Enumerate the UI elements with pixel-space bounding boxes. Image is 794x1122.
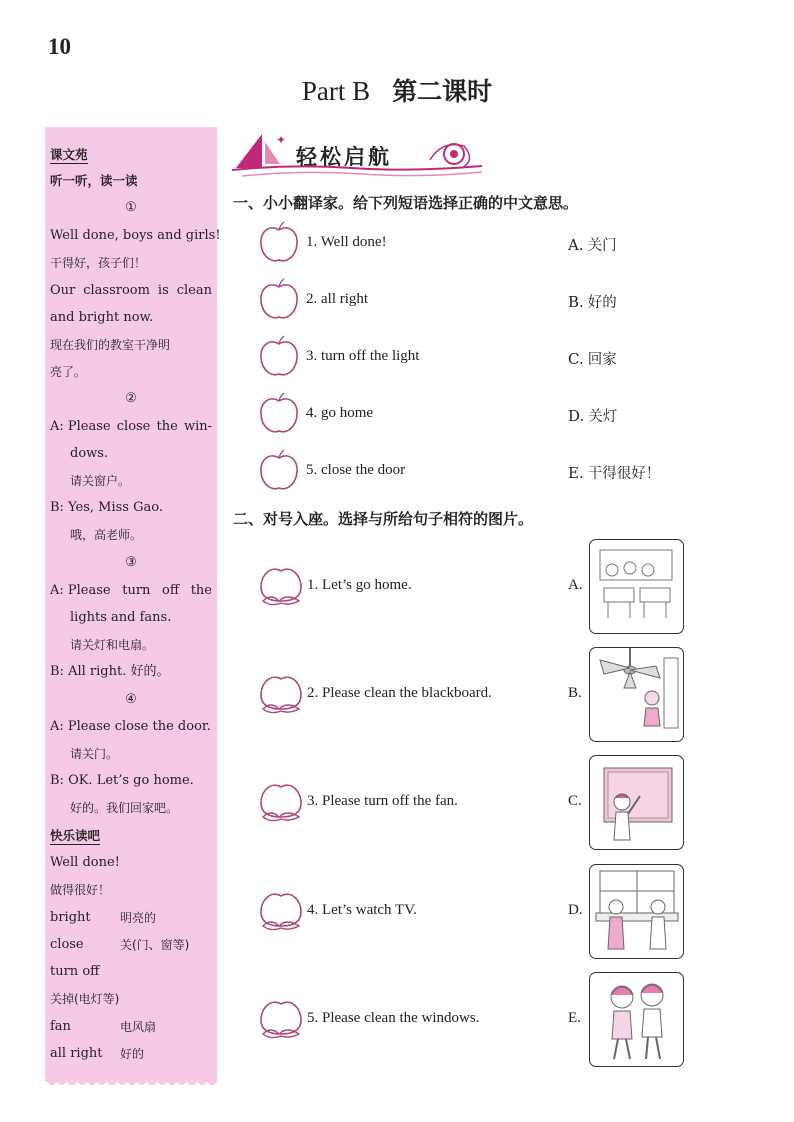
window-cleaning-illustration [590, 865, 683, 958]
phrase-item-1: 1. Well done! [306, 234, 387, 250]
picture-b-ceiling-fan [589, 647, 684, 742]
section1-heading: 一、小小翻译家。给下列短语选择正确的中文意思。 [233, 194, 579, 212]
sentence-item-1: 1. Let’s go home. [307, 577, 412, 593]
option-meaning: 关灯 [588, 409, 618, 425]
sidebar-line: 亮了。 [50, 365, 87, 379]
option-letter: D. [568, 407, 585, 425]
sidebar-line [50, 419, 212, 435]
sidebar-line: 干得好，孩子们！ [50, 256, 147, 270]
page-title-part: Part B [301, 76, 371, 106]
sidebar-line: 请关窗户。 [70, 474, 131, 488]
sidebar-word: turn [122, 583, 151, 598]
vocab-line: 关掉(电灯等) [50, 992, 120, 1006]
sidebar-line: Well done, boys and girls! [50, 228, 221, 243]
sidebar-wavy-edge [45, 1078, 217, 1088]
vocab-meaning: 关(门、窗等) [120, 938, 190, 952]
sidebar-word: classroom [83, 283, 150, 298]
option-letter: E. [568, 464, 584, 482]
phrase-item-4: 4. go home [306, 405, 374, 421]
sidebar-line: B: OK. Let’s go home. [50, 773, 194, 788]
picture-letter-c: C. [568, 793, 582, 809]
girls-walking-illustration [590, 973, 683, 1066]
peach-answer-box-icon[interactable] [257, 996, 305, 1040]
vocab-meaning: 电风扇 [120, 1020, 157, 1034]
dialogue-mark-2: ② [125, 391, 137, 406]
banner-title: 轻松启航 [296, 145, 392, 169]
sidebar-heading-text: 课文苑 [50, 147, 88, 162]
section2-heading: 二、对号入座。选择与所给句子相符的图片。 [233, 510, 534, 528]
vocab-line [50, 910, 210, 926]
sidebar-line [50, 583, 212, 599]
option-letter: C. [568, 350, 584, 368]
sidebar-line: dows. [70, 446, 109, 461]
option-meaning: 好的 [587, 295, 617, 311]
blackboard-illustration [590, 756, 683, 849]
peach-answer-box-icon[interactable] [257, 779, 305, 823]
option-letter: B. [568, 293, 584, 311]
sidebar-word: A: Please [50, 419, 111, 434]
dialogue-mark-3: ③ [125, 555, 137, 570]
peach-answer-box-icon[interactable] [257, 888, 305, 932]
sentence-item-4: 4. Let’s watch TV. [307, 902, 417, 918]
picture-letter-e: E. [568, 1010, 581, 1026]
option-4 [568, 405, 617, 426]
vocab-line: turn off [50, 964, 100, 979]
sidebar-line: 请关灯和电扇。 [70, 638, 155, 652]
sidebar-heading-read: 快乐读吧 [50, 828, 101, 843]
option-letter: A. [568, 236, 584, 254]
option-meaning: 关门 [587, 238, 617, 254]
sidebar-line: 请关门。 [70, 747, 119, 761]
picture-letter-d: D. [568, 902, 583, 918]
sidebar-word: clean [176, 283, 212, 298]
vocab-word: bright [50, 910, 91, 925]
sidebar-line: A: Please close the door. [50, 719, 211, 734]
vocab-line: Well done! [50, 855, 120, 870]
vocab-word: close [50, 937, 84, 952]
sidebar-word: the [190, 583, 212, 598]
apple-answer-box-icon[interactable] [258, 449, 300, 493]
sentence-item-5: 5. Please clean the windows. [307, 1010, 480, 1026]
vocab-line [50, 1046, 210, 1062]
sidebar-word: win- [183, 419, 212, 434]
sidebar-line [50, 283, 212, 299]
peach-answer-box-icon[interactable] [257, 671, 305, 715]
apple-answer-box-icon[interactable] [258, 335, 300, 379]
sentence-item-3: 3. Please turn off the fan. [307, 793, 458, 809]
sidebar-word: Our [50, 283, 76, 298]
picture-e-two-girls-walking [589, 972, 684, 1067]
flower-icon [430, 144, 470, 168]
apple-answer-box-icon[interactable] [258, 278, 300, 322]
sidebar-line: 现在我们的教室干净明 [50, 338, 171, 352]
ceiling-fan-illustration [590, 648, 683, 741]
vocab-line [50, 937, 210, 953]
sidebar-line: B: All right. 好的。 [50, 664, 170, 679]
phrase-item-3: 3. turn off the light [306, 348, 420, 364]
vocab-meaning: 明亮的 [120, 911, 157, 925]
page-title-lesson: 第二课时 [392, 77, 493, 106]
vocab-meaning: 好的 [120, 1047, 145, 1061]
sidebar-word: is [157, 283, 169, 298]
classroom-illustration [590, 540, 683, 633]
vocab-line [50, 1019, 210, 1035]
picture-d-cleaning-windows [589, 864, 684, 959]
picture-letter-a: A. [568, 577, 583, 593]
page-number: 10 [48, 34, 71, 59]
page-title [0, 72, 794, 108]
sailboat-icon [236, 134, 262, 168]
sidebar-heading-listen: 听一听，读一读 [50, 173, 138, 188]
sidebar-word: close [116, 419, 151, 434]
vocab-word: fan [50, 1019, 71, 1034]
apple-answer-box-icon[interactable] [258, 221, 300, 265]
vocab-word: all right [50, 1046, 103, 1061]
sidebar-line: B: Yes, Miss Gao. [50, 500, 163, 515]
option-meaning: 回家 [587, 352, 617, 368]
sidebar-word: the [156, 419, 178, 434]
sidebar-line: 好的。我们回家吧。 [70, 801, 179, 815]
sidebar-word: A: Please [50, 583, 111, 598]
sidebar-line: and bright now. [50, 310, 154, 325]
dialogue-mark-1: ① [125, 200, 137, 215]
option-meaning: 干得很好！ [587, 466, 661, 482]
picture-c-blackboard [589, 755, 684, 850]
sidebar-line: lights and fans. [70, 610, 172, 625]
dialogue-mark-4: ④ [125, 692, 137, 707]
sentence-item-2: 2. Please clean the blackboard. [307, 685, 492, 701]
peach-answer-box-icon[interactable] [257, 563, 305, 607]
vocab-line: 做得很好！ [50, 883, 111, 897]
picture-letter-b: B. [568, 685, 582, 701]
phrase-item-2: 2. all right [306, 291, 369, 307]
apple-answer-box-icon[interactable] [258, 392, 300, 436]
option-3 [568, 348, 617, 369]
option-2 [568, 291, 617, 312]
sidebar-line: 哦，高老师。 [70, 528, 143, 542]
option-1 [568, 234, 617, 255]
sidebar-word: off [162, 583, 180, 598]
phrase-item-5: 5. close the door [306, 462, 406, 478]
picture-a-classroom-scene [589, 539, 684, 634]
star-icon: ✦ [276, 133, 287, 147]
option-5 [568, 462, 660, 483]
